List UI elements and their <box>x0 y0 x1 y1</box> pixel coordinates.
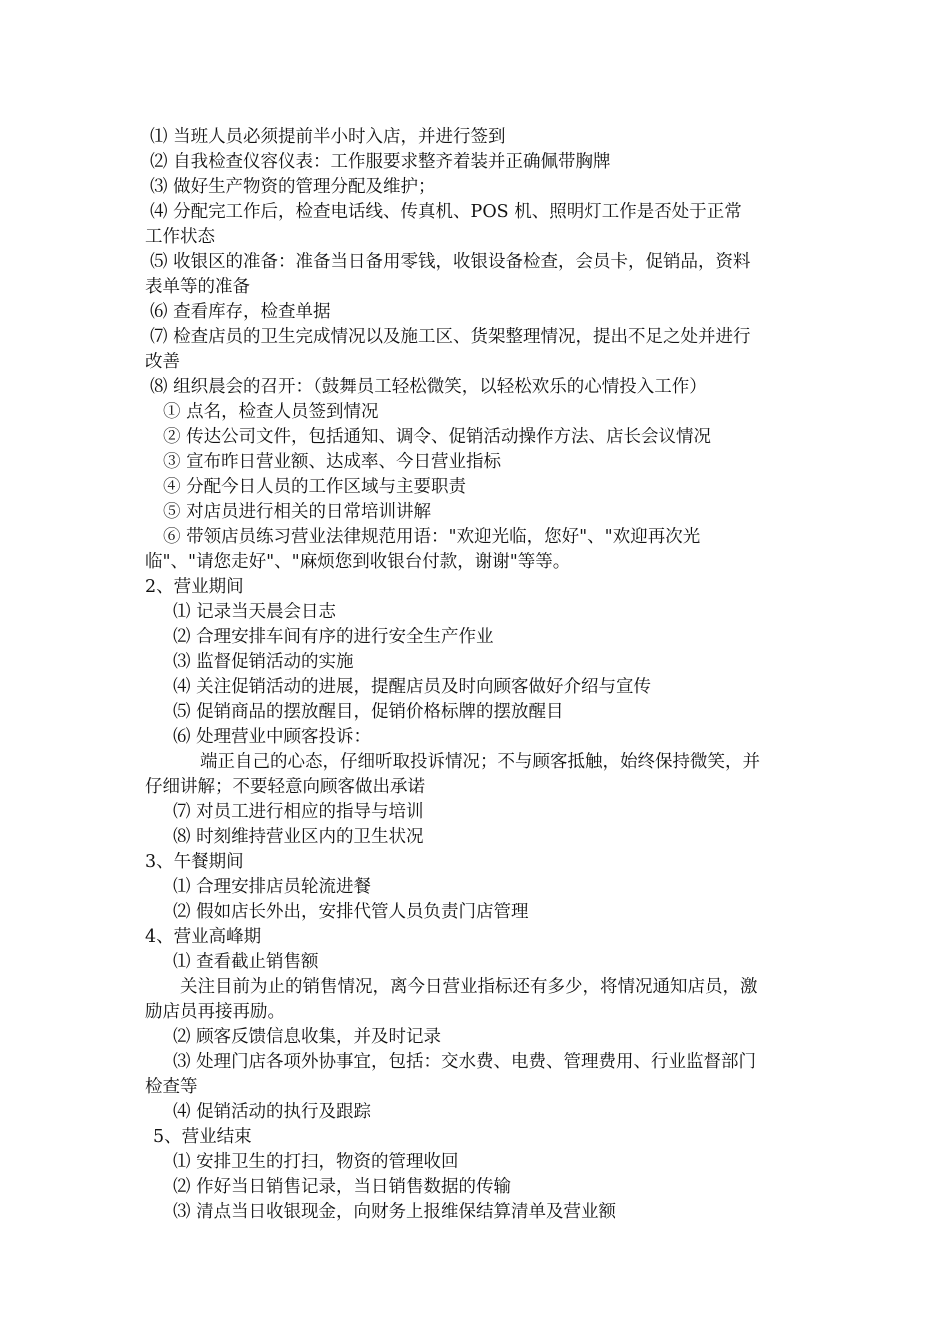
subitem-4: ④ 分配今日人员的工作区域与主要职责 <box>163 477 467 497</box>
list-item: ⑸ 促销商品的摆放醒目，促销价格标牌的摆放醒目 <box>173 702 564 722</box>
list-item: ⑴ 查看截止销售额 <box>173 952 319 972</box>
list-item: ⑶ 清点当日收银现金，向财务上报维保结算清单及营业额 <box>173 1202 617 1222</box>
section-heading-4: 4、营业高峰期 <box>145 927 262 947</box>
item-5-cont: 表单等的准备 <box>145 277 250 297</box>
list-item: ⑵ 合理安排车间有序的进行安全生产作业 <box>173 627 494 647</box>
subitem-3: ③ 宣布昨日营业额、达成率、今日营业指标 <box>163 452 502 472</box>
subitem-1: ① 点名，检查人员签到情况 <box>163 402 379 422</box>
list-item: ⑺ 对员工进行相应的指导与培训 <box>173 802 424 822</box>
list-item: ⑷ 促销活动的执行及跟踪 <box>173 1102 372 1122</box>
list-item: ⑹ 处理营业中顾客投诉： <box>173 727 372 747</box>
list-item: ⑶ 处理门店各项外协事宜，包括：交水费、电费、管理费用、行业监督部门 <box>173 1052 757 1072</box>
subitem-6: ⑥ 带领店员练习营业法律规范用语："欢迎光临，您好"、"欢迎再次光 <box>163 527 701 547</box>
list-item: ⑶ 监督促销活动的实施 <box>173 652 354 672</box>
item-4-cont: 工作状态 <box>145 227 215 247</box>
item-8: ⑻ 组织晨会的召开：（鼓舞员工轻松微笑，以轻松欢乐的心情投入工作） <box>150 377 707 397</box>
item-6: ⑹ 查看库存，检查单据 <box>150 302 331 322</box>
list-item: ⑴ 记录当天晨会日志 <box>173 602 337 622</box>
list-item: ⑵ 假如店长外出，安排代管人员负责门店管理 <box>173 902 529 922</box>
paragraph-text: 关注目前为止的销售情况，离今日营业指标还有多少，将情况通知店员，激 <box>180 977 758 997</box>
section-heading-2: 2、营业期间 <box>145 577 244 597</box>
paragraph-text-cont: 励店员再接再励。 <box>145 1002 285 1022</box>
item-3: ⑶ 做好生产物资的管理分配及维护； <box>150 177 436 197</box>
item-7: ⑺ 检查店员的卫生完成情况以及施工区、货架整理情况，提出不足之处并进行 <box>150 327 751 347</box>
section-heading-3: 3、午餐期间 <box>145 852 244 872</box>
item-1: ⑴ 当班人员必须提前半小时入店，并进行签到 <box>150 127 506 147</box>
paragraph-text: 端正自己的心态，仔细听取投诉情况；不与顾客抵触，始终保持微笑，并 <box>200 752 760 772</box>
subitem-2: ② 传达公司文件，包括通知、调令、促销活动操作方法、店长会议情况 <box>163 427 712 447</box>
list-item: ⑴ 合理安排店员轮流进餐 <box>173 877 372 897</box>
list-item: ⑷ 关注促销活动的进展，提醒店员及时向顾客做好介绍与宣传 <box>173 677 652 697</box>
item-7-cont: 改善 <box>145 352 180 372</box>
item-2: ⑵ 自我检查仪容仪表：工作服要求整齐着装并正确佩带胸牌 <box>150 152 611 172</box>
list-item: ⑴ 安排卫生的打扫，物资的管理收回 <box>173 1152 459 1172</box>
list-item: ⑵ 顾客反馈信息收集，并及时记录 <box>173 1027 442 1047</box>
item-5: ⑸ 收银区的准备：准备当日备用零钱，收银设备检查，会员卡，促销品，资料 <box>150 252 751 272</box>
list-item-cont: 检查等 <box>145 1077 198 1097</box>
item-4: ⑷ 分配完工作后，检查电话线、传真机、POS 机、照明灯工作是否处于正常 <box>150 202 742 222</box>
subitem-6-cont: 临"、"请您走好"、"麻烦您到收银台付款，谢谢"等等。 <box>145 552 571 572</box>
subitem-5: ⑤ 对店员进行相关的日常培训讲解 <box>163 502 432 522</box>
list-item: ⑻ 时刻维持营业区内的卫生状况 <box>173 827 424 847</box>
list-item: ⑵ 作好当日销售记录，当日销售数据的传输 <box>173 1177 512 1197</box>
section-heading-5: 5、营业结束 <box>153 1127 252 1147</box>
paragraph-text-cont: 仔细讲解；不要轻意向顾客做出承诺 <box>145 777 425 797</box>
